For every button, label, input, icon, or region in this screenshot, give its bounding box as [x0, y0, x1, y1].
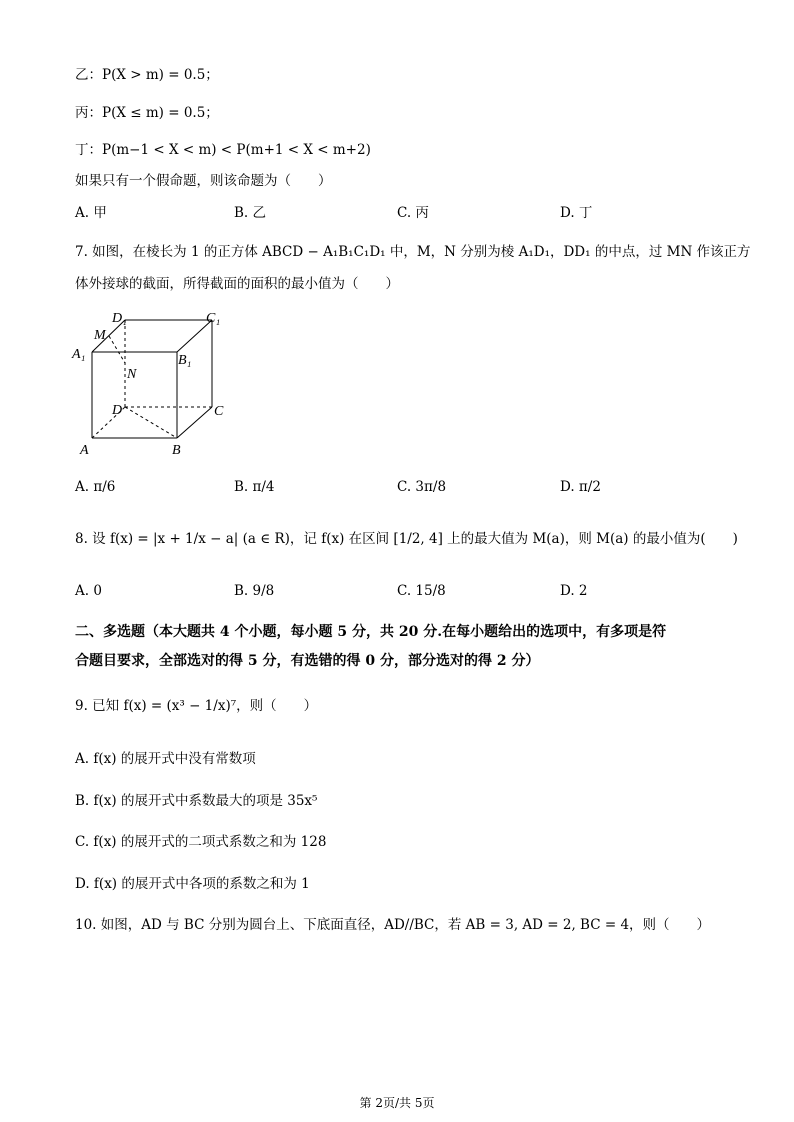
- q8-option-b: B. 9/8: [234, 583, 275, 599]
- cube-figure: [66, 306, 236, 458]
- q6-option-d: D. 丁: [560, 205, 593, 221]
- label-b: B: [172, 443, 181, 458]
- q10-stem: 10. 如图，AD 与 BC 分别为圆台上、下底面直径，AD//BC，若 AB = 3, AD = 2, BC = 4，则（ ）: [75, 917, 711, 933]
- q6-option-a: A. 甲: [75, 205, 107, 221]
- page-footer: 第 2页/共 5页: [359, 1096, 435, 1110]
- section2-heading-line1: 二、多选题（本大题共 4 个小题，每小题 5 分，共 20 分.在每小题给出的选项中，有多项是符: [75, 624, 667, 640]
- label-b1: B₁: [178, 353, 192, 368]
- statement-ding: 丁：P(m−1 < X < m) < P(m+1 < X < m+2): [75, 142, 371, 158]
- q8-option-d: D. 2: [560, 583, 588, 599]
- q9-stem: 9. 已知 f(x) = (x³ − 1/x)⁷，则（ ）: [75, 698, 318, 714]
- label-d: D: [112, 403, 123, 418]
- q6-prompt: 如果只有一个假命题，则该命题为（ ）: [75, 173, 332, 189]
- label-a: A: [80, 443, 89, 458]
- q7-stem-line2: 体外接球的截面，所得截面的面积的最小值为（ ）: [75, 276, 399, 292]
- q6-option-b: B. 乙: [234, 205, 267, 221]
- q8-option-c: C. 15/8: [397, 583, 446, 599]
- q8-option-a: A. 0: [75, 583, 102, 599]
- q6-option-c: C. 丙: [397, 205, 429, 221]
- label-n: N: [127, 367, 137, 382]
- q7-option-d: D. π/2: [560, 479, 601, 495]
- q7-option-c: C. 3π/8: [397, 479, 447, 495]
- edge-bc: [177, 407, 212, 438]
- diag-db-hidden: [125, 407, 177, 438]
- q9-option-b: B. f(x) 的展开式中系数最大的项是 35x⁵: [75, 793, 318, 809]
- label-m: M: [94, 328, 106, 343]
- statement-yi: 乙：P(X > m) = 0.5；: [75, 67, 219, 83]
- label-a1: A₁: [72, 347, 86, 362]
- label-c: C: [214, 404, 224, 419]
- label-c1: C₁: [206, 311, 221, 326]
- q9-option-a: A. f(x) 的展开式中没有常数项: [75, 751, 256, 767]
- q9-option-d: D. f(x) 的展开式中各项的系数之和为 1: [75, 876, 310, 892]
- statement-bing: 丙：P(X ≤ m) = 0.5；: [75, 105, 219, 121]
- q7-option-a: A. π/6: [75, 479, 116, 495]
- segment-mn-hidden: [109, 336, 125, 363]
- q9-option-c: C. f(x) 的展开式的二项式系数之和为 128: [75, 834, 327, 850]
- q8-stem: 8. 设 f(x) = |x + 1/x − a| (a ∈ R)，记 f(x) 在区间 [1/2, 4] 上的最大值为 M(a)，则 M(a) 的最小值为( ): [75, 531, 738, 547]
- q7-stem-line1: 7. 如图，在棱长为 1 的正方体 ABCD − A₁B₁C₁D₁ 中，M，N 分别为棱 A₁D₁，DD₁ 的中点，过 MN 作该正方: [75, 244, 751, 260]
- q7-option-b: B. π/4: [234, 479, 275, 495]
- section2-heading-line2: 合题目要求，全部选对的得 5 分，有选错的得 0 分，部分选对的得 2 分）: [75, 653, 540, 669]
- label-d1: D₁: [112, 311, 127, 326]
